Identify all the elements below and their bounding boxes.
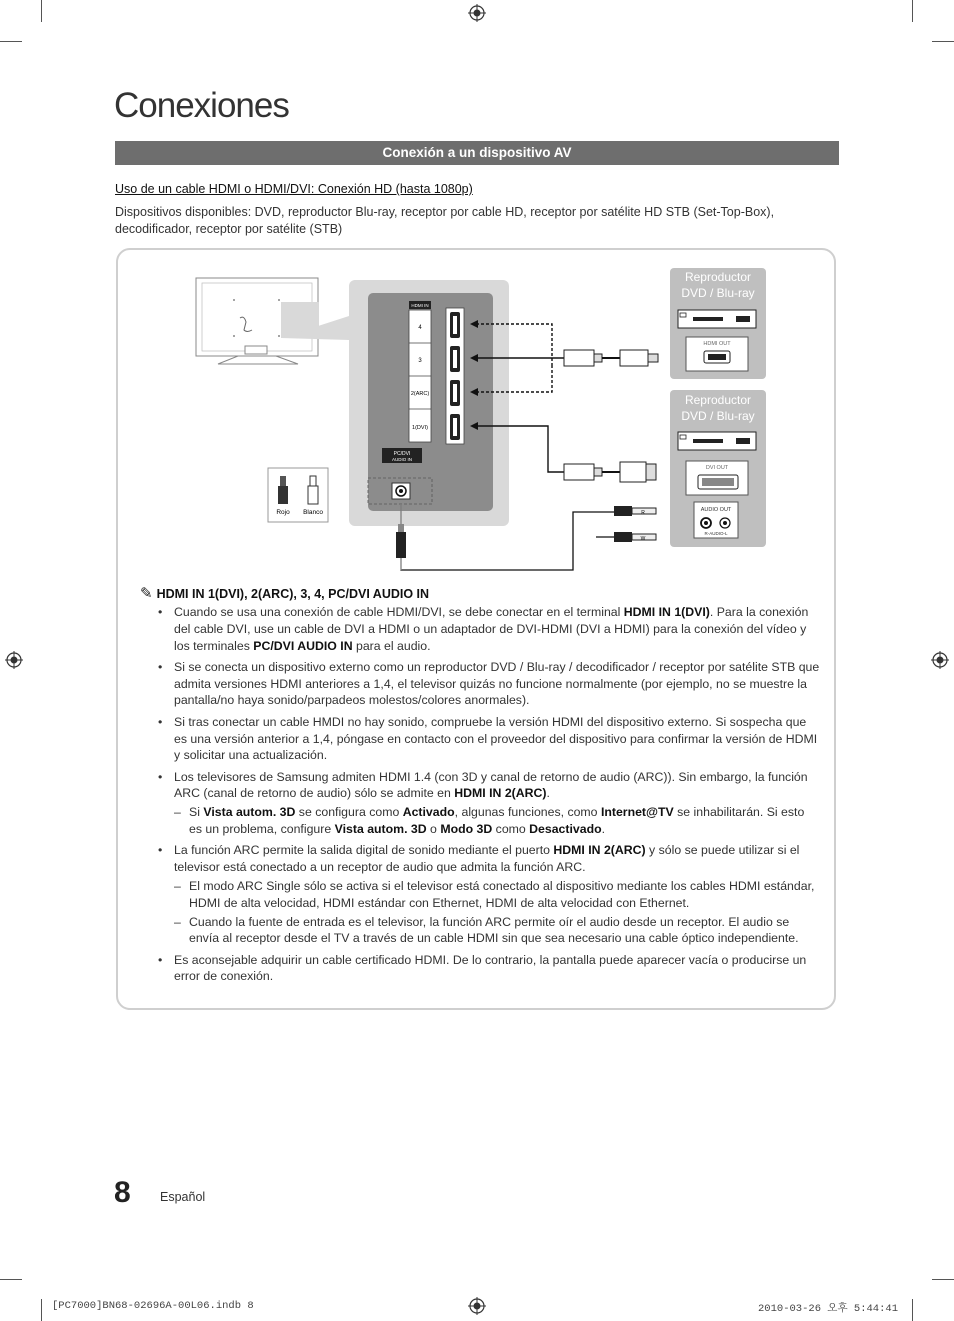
panel-pc-label-1: PC/DVI (393, 451, 411, 457)
connection-diagram (116, 250, 836, 580)
panel-port-1: 1(DVI) (412, 425, 428, 431)
list-item: • Si se conecta un dispositivo externo como un reproductor DVD / Blu-ray / decodificador / receptor por satélite STB que admita versiones HDMI anteriores a 1,4, el televisor quizás no funcione normalmente (por ejemplo, no se muestre la pantalla/no haya sonido/parpadeos molestos/colores anormales). (150, 659, 820, 709)
note-heading: ✎ HDMI IN 1(DVI), 2(ARC), 3, 4, PC/DVI AUDIO IN (140, 585, 430, 602)
intro-text: Dispositivos disponibles: DVD, reproductor Blu-ray, receptor por cable HD, receptor por satélite HD STB (Set-Top-Box), decodificador, receptor por satélite (STB) (115, 205, 775, 236)
section-title-bar: Conexión a un dispositivo AV (115, 141, 839, 165)
device-bottom-title-1: Reproductor (684, 393, 752, 407)
device-bottom-title-2: DVD / Blu-ray (681, 409, 755, 423)
sub-item: – El modo ARC Single sólo se activa si el televisor está conectado al dispositivo mediante los cables HDMI estándar, HDMI de alta velocidad, HDMI estándar con Ethernet, HDMI de alta velocidad con Ethernet. (174, 878, 815, 910)
registration-mark-icon (468, 1297, 486, 1315)
list-item: • Si tras conectar un cable HMDI no hay sonido, compruebe la versión HDMI del dispositivo externo. Si sospecha que es una versión anterior a 1,4, póngase en contacto con el proveedor del dispositivo para confirmar la versión de HDMI y solicitar una actualización. (150, 714, 820, 764)
plug-white-label: Blanco (303, 509, 323, 516)
print-timestamp: 2010-03-26 오후 5:44:41 (758, 1303, 899, 1315)
language-label: Español (160, 1190, 206, 1204)
sub-item: – Si Vista autom. 3D se configura como Activado, algunas funciones, como Internet@TV se inhabilitarán. Si esto es un problema, configure Vista autom. 3D o Modo 3D como Desactivado. (174, 805, 805, 837)
panel-port-4: 4 (418, 325, 422, 331)
plug-w-label: W (640, 536, 646, 542)
subheading: Uso de un cable HDMI o HDMI/DVI: Conexión HD (hasta 1080p) (115, 182, 473, 196)
device-bottom-port-dvi: DVI OUT (705, 465, 729, 471)
list-item: • La función ARC permite la salida digital de sonido mediante el puerto HDMI IN 2(ARC) y sólo se puede utilizar si el televisor está conectado a un receptor de audio que admita la función ARC. – El modo ARC Single sólo se activa si el televisor está conectado al dispositivo mediante los cables HDMI estándar, HDMI de alta velocidad, HDMI estándar con Ethernet, HDMI de alta velocidad con Ethernet. – Cuando la fuente de entrada es el televisor, la función ARC permite oír el audio desde un receptor. El audio se envía al receptor desde el TV a través de un cable HDMI sin que sea necesario una cable óptico independiente. (150, 842, 820, 947)
list-item: • Cuando se usa una conexión de cable HDMI/DVI, se debe conectar en el terminal HDMI IN 1(DVI). Para la conexión del cable DVI, use un cable de DVI a HDMI o un adaptador de DVI-HDMI (DVI a HDMI) para la conexión del vídeo y los terminales PC/DVI AUDIO IN para el audio. (150, 604, 820, 654)
crop-mark (0, 41, 22, 42)
crop-mark (912, 1299, 913, 1321)
crop-mark (41, 0, 42, 22)
crop-mark (932, 1279, 954, 1280)
panel-pc-label-2: AUDIO IN (391, 457, 413, 462)
page-number: 8 (114, 1176, 131, 1209)
page-title: Conexiones (114, 86, 289, 125)
device-top-title-1: Reproductor (684, 270, 752, 284)
rca-plug-white-icon (308, 476, 318, 504)
tv-back-illustration (196, 278, 349, 364)
panel-port-3: 3 (418, 358, 422, 364)
device-top-title-2: DVD / Blu-ray (681, 286, 755, 300)
dvd-player-icon (678, 432, 756, 450)
panel-port-2: 2(ARC) (410, 391, 430, 397)
plug-red-label: Rojo (276, 509, 290, 516)
plug-r-label: R (641, 510, 645, 516)
notes-list (150, 604, 820, 990)
panel-hdmi-label: HDMI IN (411, 303, 429, 308)
crop-mark (41, 1299, 42, 1321)
list-item: • Es aconsejable adquirir un cable certificado HDMI. De lo contrario, la pantalla puede aparecer vacía o producirse un error de conexión. (150, 952, 820, 986)
print-file-info: [PC7000]BN68-02696A-00L06.indb 8 (52, 1300, 254, 1312)
device-bottom-port-audio: AUDIO OUT (700, 507, 732, 513)
registration-mark-icon (5, 651, 23, 669)
crop-mark (0, 1279, 22, 1280)
crop-mark (912, 0, 913, 22)
pencil-note-icon: ✎ (140, 585, 153, 602)
device-top-port: HDMI OUT (703, 341, 731, 347)
list-item: • Los televisores de Samsung admiten HDMI 1.4 (con 3D y canal de retorno de audio (ARC)). Sin embargo, la función ARC (canal de retorno de audio) sólo se admite en HDMI IN 2(ARC). – Si Vista autom. 3D se configura como Activado, algunas funciones, como Internet@TV se inhabilitarán. Si esto es un problema, configure Vista autom. 3D o Modo 3D como Desactivado. (150, 769, 820, 838)
dvd-player-icon (678, 310, 756, 328)
sub-item: – Cuando la fuente de entrada es el televisor, la función ARC permite oír el audio desde un receptor. El audio se envía al receptor desde el TV a través de un cable HDMI sin que sea necesario una cable óptico independiente. (174, 914, 799, 946)
registration-mark-icon (931, 651, 949, 669)
crop-mark (932, 41, 954, 42)
device-bottom-audio-sub: R-AUDIO-L (704, 531, 728, 536)
registration-mark-icon (468, 4, 486, 22)
